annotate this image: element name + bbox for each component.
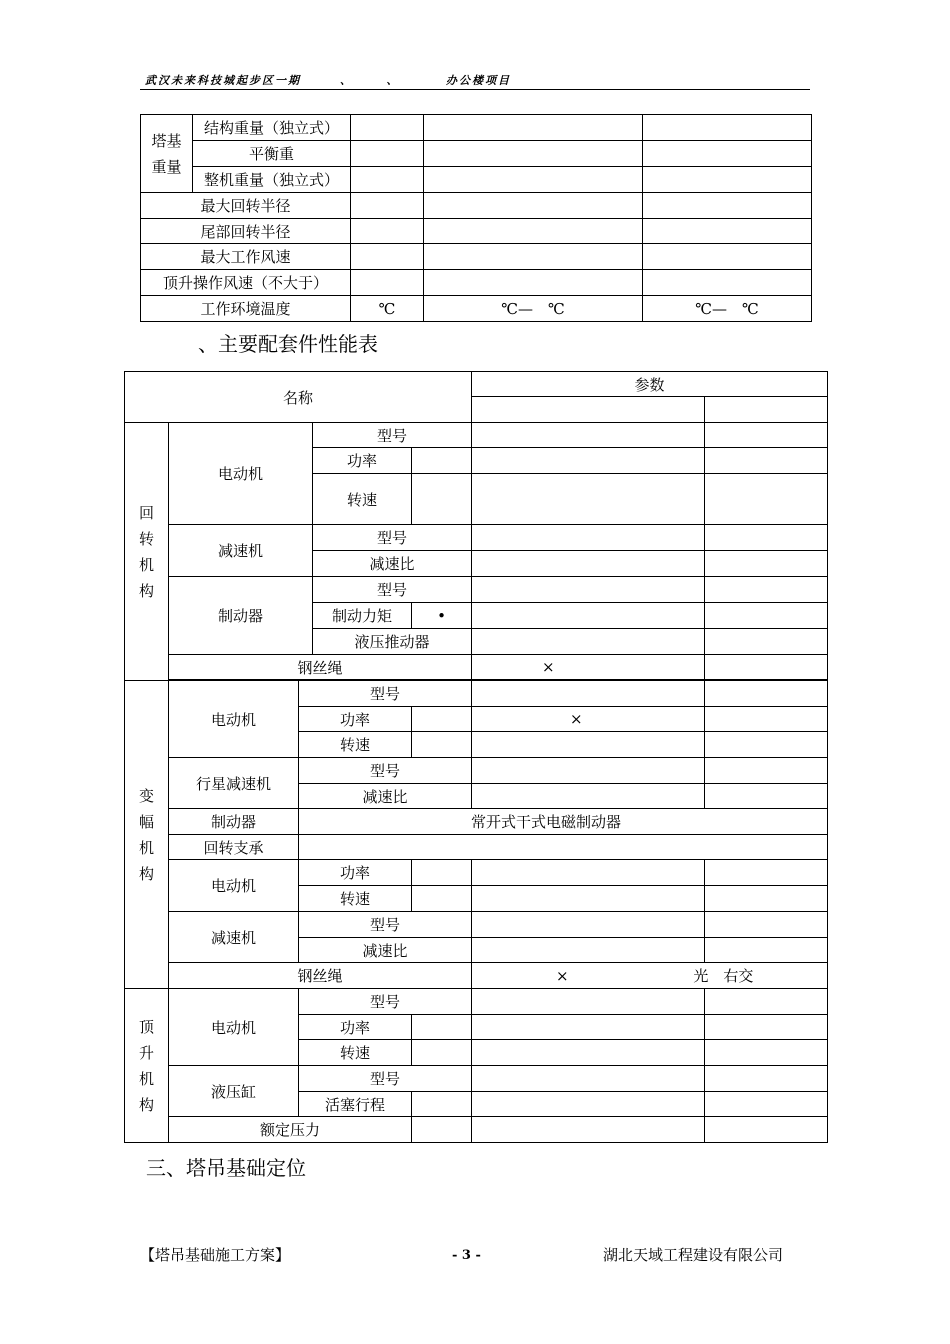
cell	[351, 219, 424, 244]
page-number: - 3 -	[452, 1248, 481, 1263]
sub-label: 制动力矩	[313, 603, 412, 629]
item-label: 制动器	[169, 809, 299, 835]
item-label: 额定压力	[169, 1117, 412, 1143]
sub-label: 型号	[299, 758, 472, 784]
cell	[351, 141, 424, 167]
item-label: 电动机	[169, 860, 299, 912]
sub-label: 功率	[299, 707, 412, 732]
sub-label: 功率	[299, 860, 412, 886]
sub-label: 功率	[313, 448, 412, 474]
footer-left: 【塔吊基础施工方案】	[140, 1246, 291, 1264]
item-label: 制动器	[169, 577, 313, 655]
row-label: 整机重量（独立式）	[193, 167, 351, 193]
cell	[424, 270, 643, 296]
sub-label: 型号	[299, 912, 472, 938]
sub-label: 液压推动器	[313, 629, 472, 655]
sub-label: 型号	[313, 423, 472, 448]
cell	[643, 219, 812, 244]
item-label: 液压缸	[169, 1066, 299, 1117]
cell	[351, 115, 424, 141]
cell	[643, 141, 812, 167]
cell	[424, 193, 643, 219]
cell	[643, 167, 812, 193]
cell: 常开式干式电磁制动器	[299, 809, 828, 835]
rope-values	[472, 963, 828, 989]
row-label: 尾部回转半径	[141, 219, 351, 244]
sub-label: 转速	[313, 474, 412, 525]
cell: ℃	[351, 296, 424, 322]
components-table	[124, 371, 828, 1143]
row-label: 最大回转半径	[141, 193, 351, 219]
cell	[351, 270, 424, 296]
header-rule	[140, 89, 810, 90]
cell: ℃— ℃	[424, 296, 643, 322]
sub-label: 转速	[299, 732, 412, 758]
cell	[424, 167, 643, 193]
cell: ℃— ℃	[643, 296, 812, 322]
cell: ×	[472, 707, 705, 732]
page-header: 武汉未来科技城起步区一期 、 、 办公楼项目	[145, 74, 511, 87]
tower-spec-table	[140, 114, 812, 322]
cell: ×	[556, 967, 569, 985]
cell: 光 右交	[693, 967, 754, 985]
item-label: 电动机	[169, 681, 299, 758]
group-label: 塔基重量	[141, 115, 193, 193]
col-param-header: 参数	[472, 372, 828, 397]
cell	[643, 270, 812, 296]
sub-label: 型号	[299, 989, 472, 1015]
sub-label: 转速	[299, 1040, 412, 1066]
item-label: 回转支承	[169, 835, 299, 860]
sub-label: 型号	[313, 525, 472, 551]
item-label: 行星减速机	[169, 758, 299, 809]
sub-label: 转速	[299, 886, 412, 912]
sub-label: 活塞行程	[299, 1092, 412, 1117]
cell	[643, 193, 812, 219]
item-label: 电动机	[169, 423, 313, 525]
sub-label: 功率	[299, 1015, 412, 1040]
cell	[424, 244, 643, 270]
group-lifting: 顶升机构	[125, 989, 169, 1143]
cell: ×	[472, 655, 705, 680]
item-label: 减速机	[169, 912, 299, 963]
item-label: 钢丝绳	[169, 655, 472, 680]
item-label: 减速机	[169, 525, 313, 577]
cell	[424, 115, 643, 141]
row-label: 工作环境温度	[141, 296, 351, 322]
cell	[424, 219, 643, 244]
cell	[351, 193, 424, 219]
cell: •	[412, 603, 472, 629]
sub-label: 减速比	[299, 938, 472, 963]
cell	[643, 115, 812, 141]
cell	[424, 141, 643, 167]
row-label: 最大工作风速	[141, 244, 351, 270]
cell	[643, 244, 812, 270]
section-title: 、主要配套件性能表	[198, 332, 378, 356]
sub-label: 减速比	[313, 551, 472, 577]
cell	[351, 244, 424, 270]
col-name-header: 名称	[125, 372, 472, 423]
row-label: 结构重量（独立式）	[193, 115, 351, 141]
footer-right: 湖北天域工程建设有限公司	[603, 1246, 784, 1264]
group-luffing: 变幅机构	[125, 681, 169, 989]
sub-label: 减速比	[299, 784, 472, 809]
sub-label: 型号	[299, 1066, 472, 1092]
row-label: 平衡重	[193, 141, 351, 167]
cell	[351, 167, 424, 193]
section-title: 三、塔吊基础定位	[146, 1156, 306, 1180]
sub-label: 型号	[313, 577, 472, 603]
group-rotate: 回转机构	[125, 423, 169, 681]
row-label: 顶升操作风速（不大于）	[141, 270, 351, 296]
item-label: 电动机	[169, 989, 299, 1066]
sub-label: 型号	[299, 681, 472, 707]
item-label: 钢丝绳	[169, 963, 472, 989]
